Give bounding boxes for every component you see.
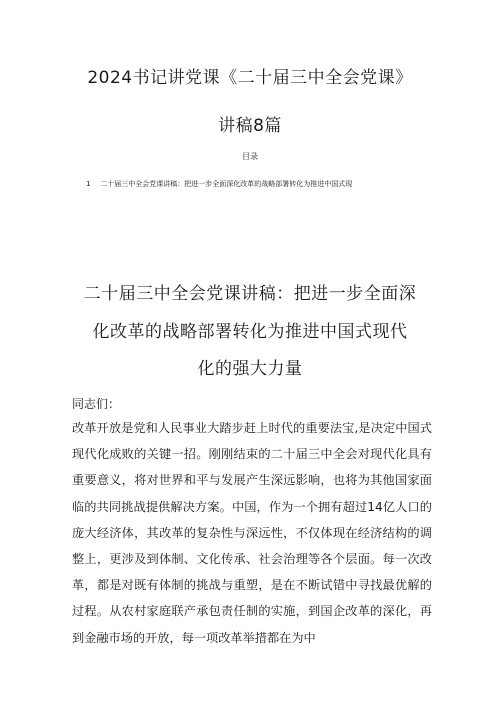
section-title-line: 化的强大力量: [197, 359, 303, 379]
document-subtitle: 讲稿8篇: [218, 116, 282, 136]
toc-item[interactable]: [86, 178, 466, 190]
toc-item-text: 二十届三中全会党课讲稿：把进一步全面深化改革的战略部署转化为推进中国式现: [100, 180, 353, 188]
salutation: 同志们：: [72, 397, 121, 411]
toc-item-number: 1: [86, 180, 91, 188]
body-paragraph: 改革开放是党和人民事业大踏步赶上时代的重要法宝,是决定中国式现代化成败的关键一招。刚刚结束的二十届三中全会对现代化具有重要意义，将对世界和平与发展产生深远影响，也将为其他国家面临的共同挑战提供解决方案。中国，作为一个拥有超过14亿人口的庞大经济体，其改革的复杂性与深远性，不仅体现在经济结构的调整上，更涉及到体制、文化传承、社会治理等各个层面。每一次改革，都是对既有体制的挑战与重塑，是在不断试错中寻找最优解的过程。从农村家庭联产承包责任制的实施，到国企改革的深化，再到金融市场的开放，每一项改革举措都在为中: [72, 421, 432, 645]
toc-heading: 目录: [242, 152, 258, 161]
section-title-line: 化改革的战略部署转化为推进中国式现代: [92, 322, 408, 342]
document-title: 2024书记讲党课《二十届三中全会党课》: [87, 68, 413, 88]
section-title-line: 二十届三中全会党课讲稿：把进一步全面深: [83, 284, 417, 304]
